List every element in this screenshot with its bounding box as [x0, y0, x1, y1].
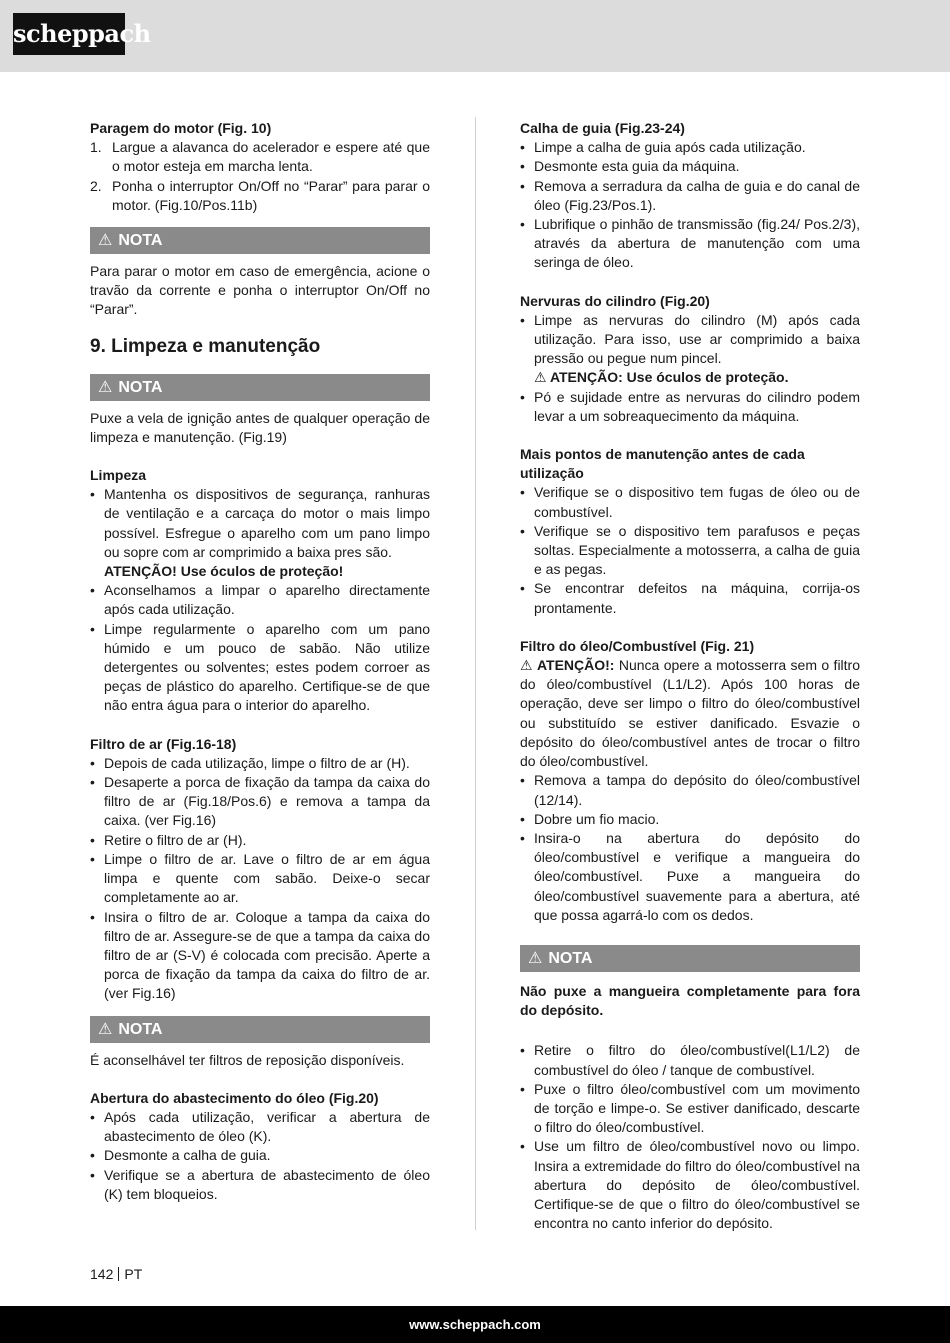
footer-url[interactable]: www.scheppach.com [409, 1317, 541, 1332]
section-title: 9. Limpeza e manutenção [90, 335, 321, 357]
list-item: 2. Ponha o interruptor On/Off no “Parar” para parar o motor. (Fig.10/Pos.11b) [90, 177, 430, 213]
list-item: • Pó e sujidade entre as nervuras do cilindro podem levar a um sobreaquecimento da máquina. [520, 388, 860, 426]
list-item: • Dobre um fio macio. [520, 810, 860, 829]
list-item: • Desmonte esta guia da máquina. [520, 157, 860, 176]
page-number: 142 PT [90, 1266, 143, 1282]
cleaning-list [90, 485, 430, 715]
list-item: • Após cada utilização, verificar a abertura de abastecimento de óleo (K). [90, 1108, 430, 1146]
oil-fill-list [90, 1108, 430, 1204]
more-maintenance-heading: Mais pontos de manutenção antes de cada utilização [520, 446, 805, 482]
cleaning-heading: Limpeza [90, 467, 147, 484]
list-item: • Verifique se o dispositivo tem parafusos e peças soltas. Especialmente a motosserra, a calha de guia e as pegas. [520, 522, 860, 580]
column-divider [475, 117, 476, 1230]
warning-text: ATENÇÃO! Use óculos de proteção! [104, 563, 344, 580]
list-item: • Limpe as nervuras do cilindro (M) após cada utilização. Para isso, use ar comprimido a baixa pressão ou pegue num pincel. ⚠ ATENÇÃO: Use óculos de proteção. [520, 311, 860, 388]
note-text: Puxe a vela de ignição antes de qualquer operação de limpeza e manutenção. (Fig.19) [90, 409, 430, 445]
oil-filter-warning: ⚠ ATENÇÃO!: Nunca opere a motosserra sem o filtro do óleo/combustível (L1/L2). Após 100 horas de operação, deve ser limpo o filtro do óleo/combustível ou substituído se estiver danificado. Esvazie o depósito do óleo/combustível antes de trocar o filtro do óleo/combustível. [520, 657, 861, 770]
list-item: • Retire o filtro de ar (H). [90, 831, 430, 850]
warning-icon: ⚠ [534, 369, 547, 386]
list-item: • Lubrifique o pinhão de transmissão (fig.24/ Pos.2/3), através da abertura de manutenção com uma seringa de óleo. [520, 215, 860, 273]
oil-fill-heading: Abertura do abastecimento do óleo (Fig.20) [90, 1089, 379, 1106]
warning-icon: ⚠ [528, 949, 543, 967]
list-item: • Use um filtro de óleo/combustível novo ou limpo. Insira a extremidade do filtro do óleo/combustível na abertura do depósito de óleo/combustível. Certifique-se de que o filtro do óleo/combustível se encontra no canto inferior do depósito. [520, 1137, 860, 1233]
warning-icon: ⚠ [520, 657, 534, 674]
list-item: • Remova a serradura da calha de guia e do canal de óleo (Fig.23/Pos.1). [520, 177, 860, 215]
page-number-separator [118, 1267, 119, 1281]
cylinder-fins-list [520, 311, 860, 426]
note-banner: ⚠ NOTA [520, 945, 860, 972]
list-item: • Limpe a calha de guia após cada utilização. [520, 138, 860, 157]
list-item: • Depois de cada utilização, limpe o filtro de ar (H). [90, 754, 430, 773]
note-banner: ⚠ NOTA [90, 227, 430, 254]
more-maintenance-list [520, 483, 860, 617]
note-banner: ⚠ NOTA [90, 374, 430, 401]
engine-stop-heading: Paragem do motor (Fig. 10) [90, 120, 272, 136]
list-item: • Limpe o filtro de ar. Lave o filtro de ar em água limpa e quente com sabão. Deixe-o secar completamente ao ar. [90, 850, 430, 908]
cylinder-fins-heading: Nervuras do cilindro (Fig.20) [520, 292, 710, 309]
note-text: É aconselhável ter filtros de reposição disponíveis. [90, 1051, 405, 1068]
left-column [90, 119, 430, 1204]
warning-icon: ⚠ [98, 1020, 113, 1038]
warning-text: ⚠ ATENÇÃO: Use óculos de proteção. [534, 369, 789, 386]
list-item: • Verifique se o dispositivo tem fugas de óleo ou de combustível. [520, 483, 860, 521]
list-item: • Remova a tampa do depósito do óleo/combustível (12/14). [520, 771, 860, 809]
list-item: • Desaperte a porca de fixação da tampa da caixa do filtro de ar (Fig.18/Pos.6) e remova a tampa da caixa. (ver Fig.16) [90, 773, 430, 831]
oil-filter-list [520, 771, 860, 925]
page-header [0, 0, 950, 72]
guide-bar-list [520, 138, 860, 272]
list-item: • Puxe o filtro óleo/combustível com um movimento de torção e limpe-o. Se estiver danificado, descarte o filtro do óleo/combustível. [520, 1080, 860, 1138]
warning-icon: ⚠ [98, 232, 113, 250]
list-item: • Retire o filtro do óleo/combustível(L1/L2) de combustível do óleo / tanque de combustível. [520, 1041, 860, 1079]
list-item: 1. Largue a alavanca do acelerador e espere até que o motor esteja em marcha lenta. [90, 139, 430, 175]
list-item: • Desmonte a calha de guia. [90, 1146, 430, 1165]
note-banner: ⚠ NOTA [90, 1016, 430, 1043]
warning-icon: ⚠ [98, 378, 113, 396]
guide-bar-heading: Calha de guia (Fig.23-24) [520, 120, 685, 136]
list-item: • Aconselhamos a limpar o aparelho directamente após cada utilização. [90, 581, 430, 619]
scheppach-logo: scheppach [13, 13, 125, 55]
list-item: • Se encontrar defeitos na máquina, corrija-os prontamente. [520, 579, 860, 617]
page-footer [0, 1306, 950, 1343]
list-item: • Mantenha os dispositivos de segurança, ranhuras de ventilação e a carcaça do motor o mais limpo possível. Esfregue o aparelho com um pano limpo ou sopre com ar comprimido a baixa pres são. ATENÇÃO! Use óculos de proteção! [90, 485, 430, 581]
list-item: • Verifique se a abertura de abastecimento de óleo (K) tem bloqueios. [90, 1166, 430, 1204]
list-item: • Insira-o na abertura do depósito do óleo/combustível e verifique a mangueira do óleo/combustível. Puxe a mangueira do óleo/combustível suavemente para a abertura, até que possa agarrá-lo com os dedos. [520, 829, 860, 925]
air-filter-list [90, 754, 430, 1004]
engine-stop-steps [90, 138, 430, 215]
note-text: Não puxe a mangueira completamente para fora do depósito. [520, 982, 860, 1019]
oil-filter-heading: Filtro do óleo/Combustível (Fig. 21) [520, 637, 755, 654]
filter-replacement-list [520, 1041, 860, 1233]
right-column [520, 119, 860, 1233]
note-text: Para parar o motor em caso de emergência, acione o travão da corrente e ponha o interruptor On/Off no “Parar”. [90, 263, 430, 318]
list-item: • Limpe regularmente o aparelho com um pano húmido e um pouco de sabão. Não utilize detergentes ou solventes; estes podem corroer as peças de plástico do aparelho. Certifique-se de que não entra água para o interior do aparelho. [90, 620, 430, 716]
air-filter-heading: Filtro de ar (Fig.16-18) [90, 735, 237, 752]
list-item: • Insira o filtro de ar. Coloque a tampa da caixa do filtro de ar. Assegure-se de que a tampa da caixa do filtro de ar (S-V) é colocada com precisão. Aperte a porca de fixação da tampa da caixa do filtro de ar. (ver Fig.16) [90, 908, 430, 1004]
